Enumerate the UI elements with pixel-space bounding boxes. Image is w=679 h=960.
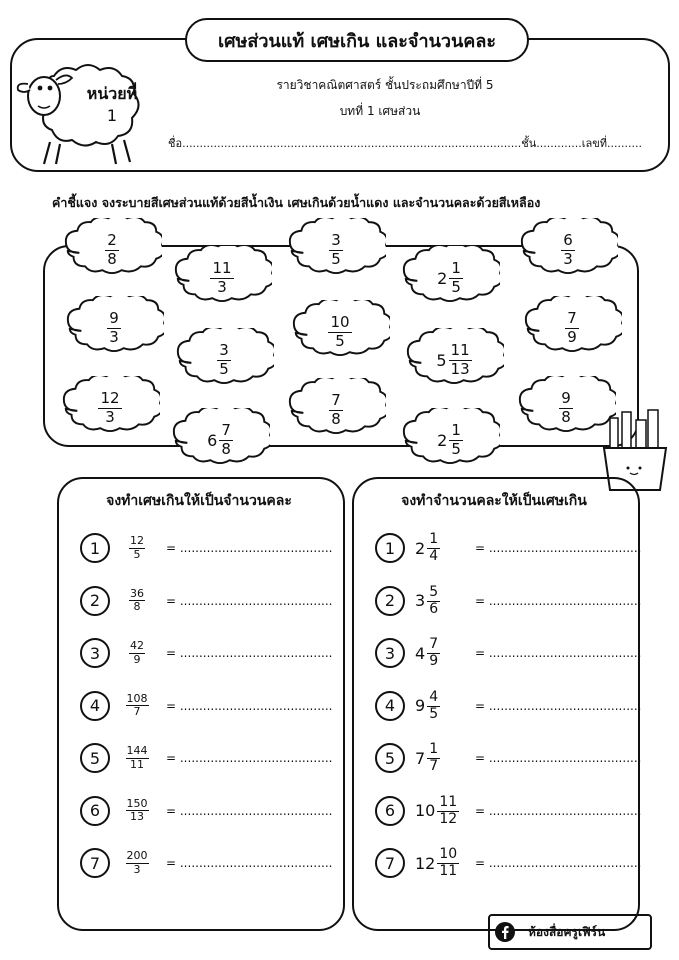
denominator: 8	[221, 439, 231, 458]
whole-number: 4	[415, 643, 426, 663]
item-number-badge: 6	[80, 796, 110, 826]
answer-line[interactable]: = ........................................	[166, 698, 333, 713]
cloud-fraction[interactable]	[518, 218, 618, 282]
answer-line[interactable]: = ........................................	[475, 856, 642, 870]
denominator: 11	[130, 757, 144, 771]
numerator: 5	[429, 583, 439, 600]
item-number-badge: 4	[80, 691, 110, 721]
denominator: 5	[429, 705, 439, 722]
cloud-fraction[interactable]	[286, 378, 386, 442]
cloud-fraction[interactable]	[172, 246, 272, 310]
denominator: 8	[561, 407, 571, 426]
numerator: 1	[451, 258, 461, 277]
mixed-number	[415, 637, 461, 668]
improper-fraction	[122, 640, 152, 665]
mixed-number	[415, 847, 461, 878]
numerator: 1	[451, 420, 461, 439]
improper-fraction	[122, 535, 152, 560]
denominator: 6	[429, 600, 439, 617]
item-number-badge: 2	[80, 586, 110, 616]
cloud-fraction[interactable]	[404, 328, 504, 392]
numerator: 10	[330, 312, 350, 331]
sheep-illustration	[14, 58, 164, 170]
item-number-badge: 1	[80, 533, 110, 563]
right-panel-title: จงทำจำนวนคละให้เป็นเศษเกิน	[401, 493, 587, 509]
exercise-row	[80, 741, 332, 775]
denominator: 3	[109, 327, 119, 346]
denominator: 4	[429, 548, 439, 564]
improper-fraction	[122, 588, 152, 613]
denominator: 9	[133, 652, 141, 666]
numerator: 3	[331, 230, 341, 249]
numerator: 12	[100, 388, 120, 407]
mixed-number	[415, 795, 461, 826]
whole-number: 9	[415, 696, 426, 715]
student-info-line	[168, 134, 642, 152]
mixed-number	[415, 742, 461, 773]
numerator: 12	[130, 534, 144, 548]
whole-number: 2	[415, 538, 426, 558]
numerator: 9	[561, 388, 571, 407]
item-number-badge: 4	[375, 691, 405, 721]
numerator: 108	[126, 691, 148, 705]
improper-fraction	[122, 745, 152, 770]
credit-badge	[488, 914, 652, 950]
answer-line[interactable]: = ........................................	[475, 698, 642, 713]
credit-text: ห้องสื่อครูเฟิร์น	[528, 924, 606, 939]
whole-number: 7	[415, 748, 426, 768]
unit-number: 1	[106, 106, 118, 125]
exercise-row	[375, 531, 641, 565]
cloud-fraction[interactable]	[64, 296, 164, 360]
answer-line[interactable]: = ........................................	[475, 593, 642, 608]
exercise-row	[80, 689, 332, 723]
denominator: 13	[450, 359, 470, 378]
denominator: 7	[429, 758, 439, 774]
numerator: 1	[429, 741, 439, 758]
numerator: 4	[429, 688, 439, 705]
cloud-fraction[interactable]	[62, 218, 162, 282]
fraction	[286, 382, 386, 438]
exercise-row	[80, 846, 332, 880]
numerator: 42	[130, 639, 144, 653]
denominator: 5	[451, 277, 461, 296]
whole-number: 2	[437, 430, 448, 450]
name-field[interactable]: ชื่อ.................................................................................................	[168, 137, 522, 150]
answer-line[interactable]: = ........................................	[166, 593, 333, 608]
subject-line: รายวิชาคณิตศาสตร์ ชั้นประถมศึกษาปีที่ 5	[276, 78, 494, 92]
whole-number: 5	[436, 350, 447, 370]
improper-fraction	[122, 850, 152, 875]
cloud-fraction[interactable]	[290, 300, 390, 364]
whole-number: 3	[415, 591, 426, 610]
answer-line[interactable]: = ........................................	[166, 541, 333, 555]
cloud-fraction[interactable]	[60, 376, 160, 440]
numerator: 7	[429, 636, 439, 653]
left-panel-title: จงทำเศษเกินให้เป็นจำนวนคละ	[106, 493, 292, 509]
denominator: 11	[439, 863, 458, 879]
fraction	[518, 222, 618, 278]
improper-fraction	[122, 798, 152, 823]
fraction	[400, 250, 500, 306]
exercise-row	[375, 584, 641, 618]
fraction	[400, 412, 500, 468]
exercise-row	[80, 531, 332, 565]
item-number-badge: 3	[375, 638, 405, 668]
denominator: 5	[331, 249, 341, 268]
numerator: 6	[563, 230, 573, 249]
numerator: 11	[212, 258, 232, 277]
number-field[interactable]: เลขที่..........	[581, 137, 642, 150]
numerator: 144	[126, 744, 148, 758]
denominator: 5	[335, 331, 345, 350]
mixed-number	[415, 585, 461, 616]
exercise-row	[375, 846, 641, 880]
cloud-fraction[interactable]	[170, 408, 270, 472]
exercise-row	[375, 636, 641, 670]
item-number-badge: 5	[375, 743, 405, 773]
fraction	[60, 380, 160, 436]
page-title: เศษส่วนแท้ เศษเกิน และจำนวนคละ	[185, 18, 529, 62]
improper-fraction	[122, 693, 152, 718]
item-number-badge: 5	[80, 743, 110, 773]
item-number-badge: 3	[80, 638, 110, 668]
denominator: 9	[567, 327, 577, 346]
denominator: 8	[107, 249, 117, 268]
fraction	[522, 300, 622, 356]
exercise-row	[375, 689, 641, 723]
fraction	[64, 300, 164, 356]
item-number-badge: 1	[375, 533, 405, 563]
class-field[interactable]: ชั้น.............	[521, 137, 582, 150]
exercise-row	[375, 741, 641, 775]
denominator: 7	[133, 705, 141, 718]
numerator: 7	[221, 420, 231, 439]
answer-line[interactable]: = ........................................	[475, 803, 642, 818]
cloud-fraction[interactable]	[522, 296, 622, 360]
item-number-badge: 7	[375, 848, 405, 878]
denominator: 5	[133, 547, 141, 561]
cloud-fraction[interactable]	[400, 246, 500, 310]
fraction	[172, 250, 272, 306]
fraction	[290, 304, 390, 360]
numerator: 36	[130, 586, 144, 600]
instruction-text: คำชี้แจง จงระบายสีเศษส่วนแท้ด้วยสีน้ำเงิน เศษเกินด้วยน้ำแดง และจำนวนคละด้วยสีเหลือง	[52, 195, 541, 210]
denominator: 12	[439, 810, 458, 827]
cloud-fraction[interactable]	[174, 328, 274, 392]
denominator: 5	[451, 439, 461, 458]
fraction	[170, 412, 270, 468]
cloud-fraction[interactable]	[286, 218, 386, 282]
whole-number: 12	[415, 853, 436, 873]
fraction	[404, 332, 504, 388]
answer-line[interactable]: = ........................................	[475, 541, 642, 555]
denominator: 5	[219, 359, 229, 378]
denominator: 13	[130, 810, 144, 823]
numerator: 1	[429, 531, 439, 548]
whole-number: 10	[415, 801, 436, 820]
numerator: 200	[126, 849, 148, 863]
numerator: 11	[450, 340, 470, 359]
answer-line[interactable]: = ........................................	[166, 856, 333, 870]
fraction	[286, 222, 386, 278]
item-number-badge: 6	[375, 796, 405, 826]
answer-line[interactable]: = ........................................	[166, 751, 333, 765]
fraction	[174, 332, 274, 388]
answer-line[interactable]: = ........................................	[475, 751, 642, 765]
exercise-row	[375, 794, 641, 828]
denominator: 9	[429, 653, 439, 669]
cloud-fraction[interactable]	[400, 408, 500, 472]
numerator: 7	[567, 308, 577, 327]
item-number-badge: 7	[80, 848, 110, 878]
mixed-number	[415, 690, 461, 721]
denominator: 8	[331, 409, 341, 428]
numerator: 3	[219, 340, 229, 359]
facebook-icon	[494, 921, 516, 943]
numerator: 2	[107, 230, 117, 249]
exercise-row	[80, 794, 332, 828]
exercise-row	[80, 636, 332, 670]
numerator: 11	[439, 793, 458, 810]
numerator: 150	[126, 796, 148, 810]
exercise-row	[80, 584, 332, 618]
denominator: 3	[563, 249, 573, 268]
numerator: 10	[439, 846, 458, 863]
numerator: 7	[331, 390, 341, 409]
whole-number: 6	[207, 430, 218, 450]
denominator: 3	[217, 277, 227, 296]
denominator: 8	[133, 600, 141, 613]
answer-line[interactable]: = ........................................	[475, 646, 642, 660]
answer-line[interactable]: = ........................................	[166, 646, 333, 660]
item-number-badge: 2	[375, 586, 405, 616]
lesson-line: บทที่ 1 เศษส่วน	[339, 104, 421, 118]
unit-label: หน่วยที่	[86, 84, 138, 103]
denominator: 3	[133, 862, 141, 876]
fraction	[62, 222, 162, 278]
mixed-number	[415, 532, 461, 563]
denominator: 3	[105, 407, 115, 426]
whole-number: 2	[437, 268, 448, 288]
numerator: 9	[109, 308, 119, 327]
answer-line[interactable]: = ........................................	[166, 803, 333, 818]
